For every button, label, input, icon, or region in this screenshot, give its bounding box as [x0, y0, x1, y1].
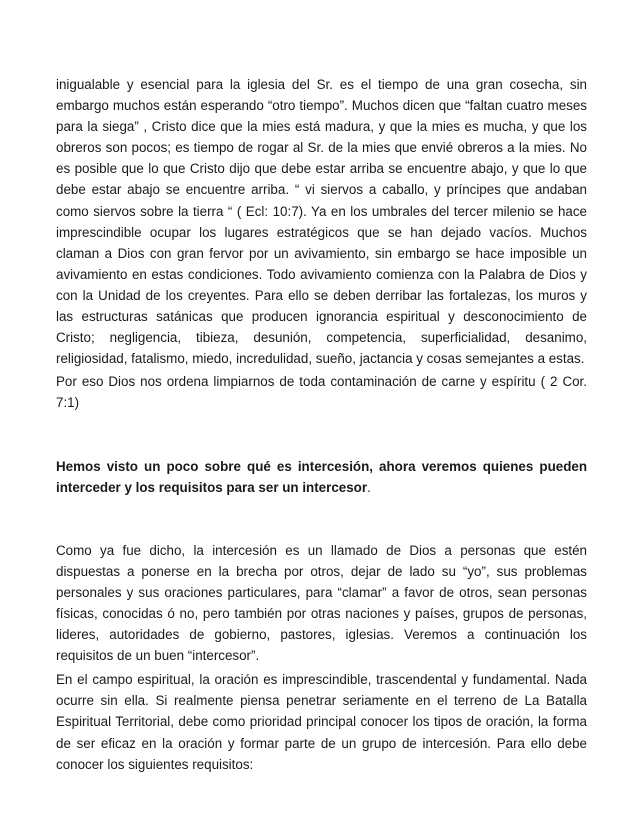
paragraph-oracion: En el campo espiritual, la oración es imprescindible, trascendental y fundamental. Nada ocurre sin ella. Si realmente piensa penetrar seriamente en el terreno de La Batalla Espiritual Territorial, debe como prioridad principal conocer los tipos de oración, la forma de ser eficaz en la oración y formar parte de un grupo de intercesión. Para ello debe conocer los siguientes requisitos:: [56, 672, 587, 772]
heading-bold-text: Hemos visto un poco sobre qué es intercesión, ahora veremos quienes pueden interceder y los requisitos para ser un intercesor: [56, 458, 587, 495]
paragraph-intercesores-heading: [56, 456, 587, 498]
paragraph-limpiarnos: Por eso Dios nos ordena limpiarnos de toda contaminación de carne y espíritu ( 2 Cor. 7:1): [56, 374, 587, 411]
paragraph-cosecha: inigualable y esencial para la iglesia del Sr. es el tiempo de una gran cosecha, sin embargo muchos están esperando “otro tiempo”. Muchos dicen que “faltan cuatro meses para la siega” , Cristo dice que la mies está madura, y que la mies es mucha, y que los obreros son pocos; es tiempo de rogar al Sr. de la mies que envié obreros a la mies. No es posible que lo que Cristo dijo que debe estar arriba se encuentre abajo, y que lo que debe estar abajo se encuentre arriba. “ vi siervos a caballo, y príncipes que andaban como siervos sobre la tierra “ ( Ecl: 10:7). Ya en los umbrales del tercer milenio se hace imprescindible ocupar los lugares estratégicos que se han dejado vacíos. Muchos claman a Dios con gran fervor por un avivamiento, sin embargo se hace imposible un avivamiento en estas condiciones. Todo avivamiento comienza con la Palabra de Dios y con la Unidad de los creyentes. Para ello se deben derribar las fortalezas, los muros y las estructuras satánicas que producen ignorancia espiritual y desconocimiento de Cristo; negligencia, tibieza, desunión, competencia, superficialidad, desanimo, religiosidad, fatalismo, miedo, incredulidad, sueño, jactancia y cosas semejantes a estas.: [56, 77, 587, 367]
document-body: [56, 74, 587, 775]
paragraph-llamado: Como ya fue dicho, la intercesión es un llamado de Dios a personas que estén dispuestas a ponerse en la brecha por otros, dejar de lado su “yo”, sus problemas personales y sus oraciones particulares, para “clamar” a favor de otros, sean personas físicas, conocidas ó no, pero también por otras naciones y países, grupos de personas, lideres, autoridades de gobierno, pastores, iglesias. Veremos a continuación los requisitos de un buen “intercesor”.: [56, 542, 587, 664]
heading-period: .: [367, 479, 371, 495]
